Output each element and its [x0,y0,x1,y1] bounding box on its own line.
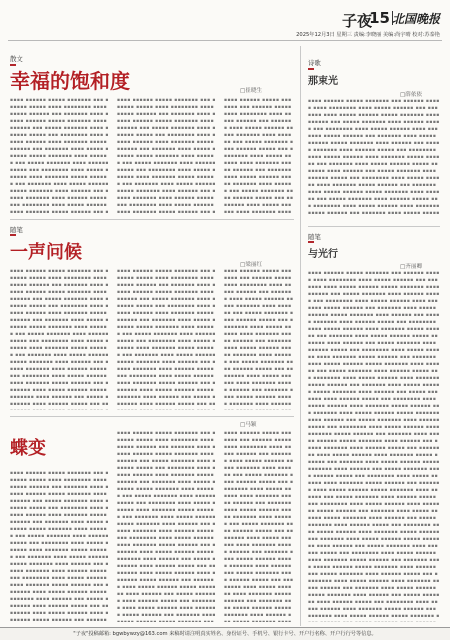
poem-body: ▪▪▪▪ ▪▪▪▪▪▪ ▪▪▪▪▪ ▪▪▪▪▪▪▪ ▪▪▪ ▪▪▪▪▪▪ ▪▪▪▪▪ ▪▪▪▪ ▪▪▪▪▪▪▪▪ ▪▪▪▪ ▪▪▪▪▪ ▪▪▪▪▪▪ ▪▪▪ ▪▪▪▪▪▪▪ ▪▪▪▪ ▪▪▪▪▪ ▪▪▪▪▪▪ ▪▪▪▪▪ ▪▪▪▪▪▪▪ ▪▪▪▪ ▪▪▪▪▪▪ ▪▪▪ ▪▪▪▪▪ ▪▪▪▪▪▪▪ ▪▪▪▪ ▪▪▪▪▪▪ ▪▪▪▪▪ ▪▪▪ ▪▪▪▪▪▪▪▪ ▪▪▪▪ ▪▪▪▪▪ ▪▪▪▪▪▪ ▪▪▪▪ ▪▪▪▪▪▪▪ ▪▪▪▪▪ ▪▪▪▪▪▪ ▪▪▪ ▪▪▪▪▪▪▪ ▪▪▪▪ ▪▪▪▪▪ ▪▪▪▪▪▪ ▪▪▪▪▪ ▪▪▪▪▪▪▪ ▪▪▪▪ ▪▪▪▪▪▪ ▪▪▪ ▪▪▪▪▪ ▪▪▪▪▪▪▪ ▪▪▪▪ ▪▪▪▪▪▪ ▪▪▪▪▪ ▪▪▪ ▪▪▪▪▪▪▪▪ ▪▪▪▪ ▪▪▪▪▪ ▪▪▪▪▪▪ ▪▪▪▪ ▪▪▪▪▪▪▪ ▪▪▪▪▪ ▪▪▪▪▪▪ ▪▪▪ ▪▪▪▪▪▪▪ ▪▪▪▪ ▪▪▪▪▪ ▪▪▪▪▪▪ ▪▪▪▪▪ ▪▪▪▪▪▪▪ ▪▪▪▪ ▪▪▪▪▪▪ ▪▪▪ ▪▪▪▪▪ ▪▪▪▪▪▪▪ ▪▪▪▪ ▪▪▪▪▪▪ ▪▪▪▪▪ ▪▪▪ ▪▪▪▪▪▪▪▪ ▪▪▪▪ ▪▪▪▪▪ ▪▪▪▪▪▪ ▪▪▪▪ ▪▪▪▪▪▪▪ ▪▪▪▪▪ ▪▪▪▪▪▪ ▪▪▪ ▪▪▪▪▪▪▪ ▪▪▪▪ ▪▪▪▪▪ ▪▪▪▪▪▪ ▪▪▪▪▪ ▪▪▪▪▪▪▪ ▪▪▪▪ ▪▪▪▪▪▪ ▪▪▪ ▪▪▪▪▪ ▪▪▪▪▪▪▪ ▪▪▪▪ ▪▪▪▪▪▪ ▪▪▪▪▪ ▪▪▪ ▪▪▪▪▪▪▪▪ ▪▪▪▪ ▪▪▪▪▪ ▪▪▪▪▪▪ ▪▪▪▪ ▪▪▪▪▪▪▪ ▪▪▪▪▪ ▪▪▪▪▪▪ ▪▪▪ ▪▪▪▪▪▪▪ ▪▪▪▪ ▪▪▪▪▪ ▪▪▪▪▪ [308,99,440,216]
paper-logo: 北国晚报 [391,12,440,26]
page-number: 15 [369,9,390,27]
column-label-prose: 散文 [10,55,23,63]
poem-title: 那束光 [308,76,338,87]
essay-title: 一声问候 [10,242,82,263]
column-divider [300,46,301,626]
essay-author: □马颖 [240,422,257,428]
poem-author: □薛依依 [400,92,423,98]
essay-body-col3: ▪▪▪▪ ▪▪▪▪▪▪ ▪▪▪▪▪ ▪▪▪▪▪▪▪ ▪▪▪ ▪▪▪▪▪▪ ▪▪▪▪▪ ▪▪▪▪ ▪▪▪▪▪▪▪▪ ▪▪▪▪ ▪▪▪▪▪ ▪▪▪▪▪▪ ▪▪▪ ▪▪▪▪▪▪▪ ▪▪▪▪ ▪▪▪▪▪ ▪▪▪▪▪▪ ▪▪▪▪▪ ▪▪▪▪▪▪▪ ▪▪▪▪ ▪▪▪▪▪▪ ▪▪▪ ▪▪▪▪▪ ▪▪▪▪▪▪▪ ▪▪▪▪ ▪▪▪▪▪▪ ▪▪▪▪▪ ▪▪▪ ▪▪▪▪▪▪▪▪ ▪▪▪▪ ▪▪▪▪▪ ▪▪▪▪▪▪ ▪▪▪▪ ▪▪▪▪▪▪▪ ▪▪▪▪▪ ▪▪▪▪▪▪ ▪▪▪ ▪▪▪▪▪▪▪ ▪▪▪▪ ▪▪▪▪▪ ▪▪▪▪▪▪ ▪▪▪▪▪ ▪▪▪▪▪▪▪ ▪▪▪▪ ▪▪▪▪▪▪ ▪▪▪ ▪▪▪▪▪ ▪▪▪▪▪▪▪ ▪▪▪▪ ▪▪▪▪▪▪ ▪▪▪▪▪ ▪▪▪ ▪▪▪▪▪▪▪▪ ▪▪▪▪ ▪▪▪▪▪ ▪▪▪▪▪▪ ▪▪▪▪ ▪▪▪▪▪▪▪ ▪▪▪▪ [224,98,294,215]
column-label-notes: 随笔 [308,233,321,241]
essay-author: □梁丽红 [240,262,263,268]
section-marker [10,234,16,236]
masthead-rule [8,40,442,41]
essay-body-col3: ▪▪▪▪ ▪▪▪▪▪▪ ▪▪▪▪▪ ▪▪▪▪▪▪▪ ▪▪▪ ▪▪▪▪▪▪ ▪▪▪▪▪ ▪▪▪▪ ▪▪▪▪▪▪▪▪ ▪▪▪▪ ▪▪▪▪▪ ▪▪▪▪▪▪ ▪▪▪ ▪▪▪▪▪▪▪ ▪▪▪▪ ▪▪▪▪▪ ▪▪▪▪▪▪ ▪▪▪▪▪ ▪▪▪▪▪▪▪ ▪▪▪▪ ▪▪▪▪▪▪ ▪▪▪ ▪▪▪▪▪ ▪▪▪▪▪▪▪ ▪▪▪▪ ▪▪▪▪▪▪ ▪▪▪▪▪ ▪▪▪ ▪▪▪▪▪▪▪▪ ▪▪▪▪ ▪▪▪▪▪ ▪▪▪▪▪▪ ▪▪▪▪ ▪▪▪▪▪▪▪ ▪▪▪▪▪ ▪▪▪▪▪▪ ▪▪▪ ▪▪▪▪▪▪▪ ▪▪▪▪ ▪▪▪▪▪ ▪▪▪▪▪▪ ▪▪▪▪▪ ▪▪▪▪▪▪▪ ▪▪▪▪ ▪▪▪▪▪▪ ▪▪▪ ▪▪▪▪▪ ▪▪▪▪▪▪▪ ▪▪▪▪ ▪▪▪▪▪▪ ▪▪▪▪▪ ▪▪▪ ▪▪▪▪▪▪▪▪ ▪▪▪▪ ▪▪▪▪▪ ▪▪▪▪▪▪ ▪▪▪▪ ▪▪▪▪▪▪▪ ▪▪▪▪▪ ▪▪▪▪▪▪ ▪▪▪ ▪▪▪▪▪▪▪ ▪▪▪▪ ▪▪▪▪▪ ▪▪▪▪▪▪ ▪▪▪▪▪ ▪▪▪▪▪▪▪ ▪▪▪▪ ▪▪▪▪▪▪ ▪▪▪ ▪▪▪▪▪ ▪▪▪▪▪▪▪ ▪▪▪▪ ▪▪▪▪▪▪ ▪▪▪▪▪ ▪▪▪ ▪▪▪▪▪▪▪▪ ▪▪▪▪ ▪▪▪▪▪ ▪▪▪▪▪▪ ▪▪▪▪ ▪▪▪▪▪▪▪ ▪▪▪▪▪ ▪▪▪▪▪▪ ▪▪▪ ▪▪▪▪▪▪▪ ▪▪▪▪ ▪▪▪▪▪ ▪▪▪▪▪▪ ▪▪▪▪▪ ▪▪▪▪▪▪▪ ▪▪▪▪ ▪▪▪▪▪▪ ▪ [224,431,294,618]
essay-title: 蝶变 [10,438,46,459]
dateline: 2025年12月3日 星期三 责编:李晓丽 美编:尚宇晴 校对:苏泰艳 [296,32,440,38]
essay-body-col2: ▪▪▪▪ ▪▪▪▪▪▪ ▪▪▪▪▪ ▪▪▪▪▪▪▪ ▪▪▪ ▪▪▪▪▪▪ ▪▪▪▪▪ ▪▪▪▪ ▪▪▪▪▪▪▪▪ ▪▪▪▪ ▪▪▪▪▪ ▪▪▪▪▪▪ ▪▪▪ ▪▪▪▪▪▪▪ ▪▪▪▪ ▪▪▪▪▪ ▪▪▪▪▪▪ ▪▪▪▪▪ ▪▪▪▪▪▪▪ ▪▪▪▪ ▪▪▪▪▪▪ ▪▪▪ ▪▪▪▪▪ ▪▪▪▪▪▪▪ ▪▪▪▪ ▪▪▪▪▪▪ ▪▪▪▪▪ ▪▪▪ ▪▪▪▪▪▪▪▪ ▪▪▪▪ ▪▪▪▪▪ ▪▪▪▪▪▪ ▪▪▪▪ ▪▪▪▪▪▪▪ ▪▪▪▪▪ ▪▪▪▪▪▪ ▪▪▪ ▪▪▪▪▪▪▪ ▪▪▪▪ ▪▪▪▪▪ ▪▪▪▪▪▪ ▪▪▪▪▪ ▪▪▪▪▪▪▪ ▪▪▪▪ ▪▪▪▪▪▪ ▪▪▪ ▪▪▪▪▪ ▪▪▪▪▪▪▪ ▪▪▪▪ ▪▪▪▪▪▪ ▪▪▪▪▪ ▪▪▪ ▪▪▪▪▪▪▪▪ ▪▪▪▪ ▪▪▪▪▪ ▪▪▪▪▪▪ ▪▪▪▪ ▪▪▪▪▪▪▪ ▪▪▪▪▪ ▪▪▪▪▪▪ ▪▪▪ ▪▪▪▪▪▪▪ ▪▪▪▪ ▪▪▪▪▪ ▪▪▪▪▪▪ ▪▪▪▪▪ ▪▪▪▪▪▪▪ ▪▪▪▪ ▪▪▪▪▪▪ ▪▪▪ ▪▪▪▪▪ ▪▪▪▪▪▪▪ ▪▪▪▪ ▪▪▪▪▪▪ ▪▪▪▪▪ ▪▪▪ ▪▪▪▪▪▪▪▪ ▪▪▪▪ ▪▪▪▪▪ ▪▪▪▪▪▪ ▪▪▪▪ ▪▪▪▪▪▪▪ ▪▪▪▪▪ ▪▪▪▪▪▪ ▪▪▪ ▪▪▪▪▪▪▪ ▪▪▪▪ ▪▪▪▪▪ ▪▪▪▪▪▪ ▪▪▪▪▪ ▪▪▪▪▪▪▪ ▪▪▪▪ ▪▪▪▪▪▪ ▪▪▪ ▪▪▪▪▪ ▪▪▪▪▪▪▪ ▪▪▪▪ ▪▪▪▪▪▪ ▪▪▪▪▪ ▪▪▪ ▪▪ [117,269,216,407]
essay-body-col3: ▪▪▪▪ ▪▪▪▪▪▪ ▪▪▪▪▪ ▪▪▪▪▪▪▪ ▪▪▪ ▪▪▪▪▪▪ ▪▪▪▪▪ ▪▪▪▪ ▪▪▪▪▪▪▪▪ ▪▪▪▪ ▪▪▪▪▪ ▪▪▪▪▪▪ ▪▪▪ ▪▪▪▪▪▪▪ ▪▪▪▪ ▪▪▪▪▪ ▪▪▪▪▪▪ ▪▪▪▪▪ ▪▪▪▪▪▪▪ ▪▪▪▪ ▪▪▪▪▪▪ ▪▪▪ ▪▪▪▪▪ ▪▪▪▪▪▪▪ ▪▪▪▪ ▪▪▪▪▪▪ ▪▪▪▪▪ ▪▪▪ ▪▪▪▪▪▪▪▪ ▪▪▪▪ ▪▪▪▪▪ ▪▪▪▪▪▪ ▪▪▪▪ ▪▪▪▪▪▪▪ ▪▪▪▪▪ ▪▪▪▪▪▪ ▪▪▪ ▪▪▪▪▪▪▪ ▪▪▪▪ ▪▪▪▪▪ ▪▪▪▪▪▪ ▪▪▪▪▪ ▪▪▪▪▪▪▪ ▪▪▪▪ ▪▪▪▪▪▪ ▪▪▪ ▪▪▪▪▪ ▪▪▪▪▪▪▪ ▪▪▪▪ ▪▪▪▪▪▪ ▪▪▪▪▪ ▪▪▪ ▪▪▪▪▪▪▪▪ ▪▪▪▪ ▪▪▪▪▪ ▪▪▪▪▪▪ ▪▪▪▪ ▪▪▪▪▪▪▪ ▪▪▪▪▪ ▪▪▪▪▪▪ ▪▪▪ ▪▪▪▪▪▪▪ ▪▪▪▪ ▪▪▪▪▪ ▪▪▪▪▪▪ ▪▪▪▪▪ ▪▪▪▪▪▪▪ ▪▪▪▪ ▪▪▪▪▪▪ [224,269,294,407]
essay-body-col2: ▪▪▪▪ ▪▪▪▪▪▪ ▪▪▪▪▪ ▪▪▪▪▪▪▪ ▪▪▪ ▪▪▪▪▪▪ ▪▪▪▪▪ ▪▪▪▪ ▪▪▪▪▪▪▪▪ ▪▪▪▪ ▪▪▪▪▪ ▪▪▪▪▪▪ ▪▪▪ ▪▪▪▪▪▪▪ ▪▪▪▪ ▪▪▪▪▪ ▪▪▪▪▪▪ ▪▪▪▪▪ ▪▪▪▪▪▪▪ ▪▪▪▪ ▪▪▪▪▪▪ ▪▪▪ ▪▪▪▪▪ ▪▪▪▪▪▪▪ ▪▪▪▪ ▪▪▪▪▪▪ ▪▪▪▪▪ ▪▪▪ ▪▪▪▪▪▪▪▪ ▪▪▪▪ ▪▪▪▪▪ ▪▪▪▪▪▪ ▪▪▪▪ ▪▪▪▪▪▪▪ ▪▪▪▪▪ ▪▪▪▪▪▪ ▪▪▪ ▪▪▪▪▪▪▪ ▪▪▪▪ ▪▪▪▪▪ ▪▪▪▪▪▪ ▪▪▪▪▪ ▪▪▪▪▪▪▪ ▪▪▪▪ ▪▪▪▪▪▪ ▪▪▪ ▪▪▪▪▪ ▪▪▪▪▪▪▪ ▪▪▪▪ ▪▪▪▪▪▪ ▪▪▪▪▪ ▪▪▪ ▪▪▪▪▪▪▪▪ ▪▪▪▪ ▪▪▪▪▪ ▪▪▪▪▪▪ ▪▪▪▪ ▪▪▪▪▪▪▪ ▪▪▪▪▪ ▪▪▪▪▪▪ ▪▪▪ ▪▪▪▪▪▪▪ ▪▪▪▪ ▪▪▪▪▪ ▪▪▪▪▪▪ ▪▪▪▪▪ ▪▪▪▪▪▪▪ ▪▪▪▪ ▪▪▪▪▪▪ ▪▪▪ ▪▪▪▪▪ ▪▪▪▪▪▪▪ ▪▪▪▪ ▪▪▪▪▪▪ ▪▪▪▪▪ ▪▪▪ ▪▪▪▪▪▪▪▪ ▪▪▪▪ ▪▪▪▪▪ ▪▪▪▪▪▪ ▪▪▪▪ ▪▪▪▪▪▪▪ ▪▪▪▪▪ ▪▪▪▪▪▪ ▪▪▪ ▪ [117,98,216,215]
section-divider [10,219,294,220]
essay-body-col1: ▪▪▪▪ ▪▪▪▪▪▪ ▪▪▪▪▪ ▪▪▪▪▪▪▪ ▪▪▪ ▪▪▪▪▪▪ ▪▪▪▪▪ ▪▪▪▪ ▪▪▪▪▪▪▪▪ ▪▪▪▪ ▪▪▪▪▪ ▪▪▪▪▪▪ ▪▪▪ ▪▪▪▪▪▪▪ ▪▪▪▪ ▪▪▪▪▪ ▪▪▪▪▪▪ ▪▪▪▪▪ ▪▪▪▪▪▪▪ ▪▪▪▪ ▪▪▪▪▪▪ ▪▪▪ ▪▪▪▪▪ ▪▪▪▪▪▪▪ ▪▪▪▪ ▪▪▪▪▪▪ ▪▪▪▪▪ ▪▪▪ ▪▪▪▪▪▪▪▪ ▪▪▪▪ ▪▪▪▪▪ ▪▪▪▪▪▪ ▪▪▪▪ ▪▪▪▪▪▪▪ ▪▪▪▪▪ ▪▪▪▪▪▪ ▪▪▪ ▪▪▪▪▪▪▪ ▪▪▪▪ ▪▪▪▪▪ ▪▪▪▪▪▪ ▪▪▪▪▪ ▪▪▪▪▪▪▪ ▪▪▪▪ ▪▪▪▪▪▪ ▪▪▪ ▪▪▪▪▪ ▪▪▪▪▪▪▪ ▪▪▪▪ ▪▪▪▪▪▪ ▪▪▪▪▪ ▪▪▪ ▪▪▪▪▪▪▪▪ ▪▪▪▪ ▪▪▪▪▪ ▪▪▪▪▪▪ ▪▪▪▪ ▪▪▪▪▪▪▪ ▪▪▪▪▪ ▪▪▪▪▪▪ ▪▪▪ ▪▪▪▪▪▪▪ ▪▪▪▪ ▪▪▪▪▪ ▪▪▪▪▪▪ ▪▪▪▪▪ ▪▪▪▪▪▪▪ ▪▪▪▪ ▪▪▪▪▪▪ ▪▪▪ ▪▪▪▪▪ ▪▪▪▪▪▪▪ ▪▪▪▪ ▪▪▪▪▪▪ ▪▪▪▪▪ ▪▪▪ ▪▪▪▪▪▪▪▪ ▪▪▪▪ ▪▪▪▪▪ ▪▪▪▪▪▪ ▪▪▪▪ ▪▪▪▪▪▪▪ ▪▪▪▪▪ ▪▪▪▪▪▪ ▪▪▪ ▪▪▪▪▪▪▪ ▪▪▪▪ ▪▪▪▪▪ ▪▪▪▪▪▪ ▪▪▪▪▪ ▪▪▪▪▪▪▪ ▪▪▪▪ ▪▪▪▪▪▪ ▪▪▪ ▪▪▪▪▪ ▪▪▪▪▪▪▪ ▪▪▪▪ ▪▪▪▪▪▪ ▪▪▪▪▪ ▪▪▪ ▪▪▪▪▪▪▪▪ ▪▪▪▪ ▪▪▪▪▪ ▪▪▪▪▪▪ ▪▪▪▪ ▪▪▪▪▪▪▪ ▪▪▪▪▪ ▪▪▪▪▪▪ ▪▪▪ ▪▪▪▪▪▪ [10,471,109,622]
essay-body-col1: ▪▪▪▪ ▪▪▪▪▪▪ ▪▪▪▪▪ ▪▪▪▪▪▪▪ ▪▪▪ ▪▪▪▪▪▪ ▪▪▪▪▪ ▪▪▪▪ ▪▪▪▪▪▪▪▪ ▪▪▪▪ ▪▪▪▪▪ ▪▪▪▪▪▪ ▪▪▪ ▪▪▪▪▪▪▪ ▪▪▪▪ ▪▪▪▪▪ ▪▪▪▪▪▪ ▪▪▪▪▪ ▪▪▪▪▪▪▪ ▪▪▪▪ ▪▪▪▪▪▪ ▪▪▪ ▪▪▪▪▪ ▪▪▪▪▪▪▪ ▪▪▪▪ ▪▪▪▪▪▪ ▪▪▪▪▪ ▪▪▪ ▪▪▪▪▪▪▪▪ ▪▪▪▪ ▪▪▪▪▪ ▪▪▪▪▪▪ ▪▪▪▪ ▪▪▪▪▪▪▪ ▪▪▪▪▪ ▪▪▪▪▪▪ ▪▪▪ ▪▪▪▪▪▪▪ ▪▪▪▪ ▪▪▪▪▪ ▪▪▪▪▪▪ ▪▪▪▪▪ ▪▪▪▪▪▪▪ ▪▪▪▪ ▪▪▪▪▪▪ ▪▪▪ ▪▪▪▪▪ ▪▪▪▪▪▪▪ ▪▪▪▪ ▪▪▪▪▪▪ ▪▪▪▪▪ ▪▪▪ ▪▪▪▪▪▪▪▪ ▪▪▪▪ ▪▪▪▪▪ ▪▪▪▪▪▪ ▪▪▪▪ ▪▪▪▪▪▪▪ ▪▪▪▪▪ ▪▪▪▪▪▪ ▪▪▪ ▪▪▪▪▪▪▪ ▪▪▪▪ ▪▪▪▪▪ ▪▪▪▪▪▪ ▪▪▪▪▪ ▪▪▪▪▪▪▪ ▪▪▪▪ ▪▪▪▪▪▪ ▪▪▪ ▪▪▪▪▪ ▪▪▪▪▪▪▪ ▪▪▪▪ ▪▪▪▪▪▪ ▪▪▪▪▪ ▪▪▪ ▪▪▪▪▪▪▪▪ ▪▪▪▪ ▪▪▪▪▪ ▪▪▪▪▪▪ ▪▪▪▪ ▪▪▪▪▪▪▪ ▪▪▪▪▪ ▪▪▪▪▪▪ ▪▪▪ ▪ [10,98,109,215]
essay-body-col2: ▪▪▪▪ ▪▪▪▪▪▪ ▪▪▪▪▪ ▪▪▪▪▪▪▪ ▪▪▪ ▪▪▪▪▪▪ ▪▪▪▪▪ ▪▪▪▪ ▪▪▪▪▪▪▪▪ ▪▪▪▪ ▪▪▪▪▪ ▪▪▪▪▪▪ ▪▪▪ ▪▪▪▪▪▪▪ ▪▪▪▪ ▪▪▪▪▪ ▪▪▪▪▪▪ ▪▪▪▪▪ ▪▪▪▪▪▪▪ ▪▪▪▪ ▪▪▪▪▪▪ ▪▪▪ ▪▪▪▪▪ ▪▪▪▪▪▪▪ ▪▪▪▪ ▪▪▪▪▪▪ ▪▪▪▪▪ ▪▪▪ ▪▪▪▪▪▪▪▪ ▪▪▪▪ ▪▪▪▪▪ ▪▪▪▪▪▪ ▪▪▪▪ ▪▪▪▪▪▪▪ ▪▪▪▪▪ ▪▪▪▪▪▪ ▪▪▪ ▪▪▪▪▪▪▪ ▪▪▪▪ ▪▪▪▪▪ ▪▪▪▪▪▪ ▪▪▪▪▪ ▪▪▪▪▪▪▪ ▪▪▪▪ ▪▪▪▪▪▪ ▪▪▪ ▪▪▪▪▪ ▪▪▪▪▪▪▪ ▪▪▪▪ ▪▪▪▪▪▪ ▪▪▪▪▪ ▪▪▪ ▪▪▪▪▪▪▪▪ ▪▪▪▪ ▪▪▪▪▪ ▪▪▪▪▪▪ ▪▪▪▪ ▪▪▪▪▪▪▪ ▪▪▪▪▪ ▪▪▪▪▪▪ ▪▪▪ ▪▪▪▪▪▪▪ ▪▪▪▪ ▪▪▪▪▪ ▪▪▪▪▪▪ ▪▪▪▪▪ ▪▪▪▪▪▪▪ ▪▪▪▪ ▪▪▪▪▪▪ ▪▪▪ ▪▪▪▪▪ ▪▪▪▪▪▪▪ ▪▪▪▪ ▪▪▪▪▪▪ ▪▪▪▪▪ ▪▪▪ ▪▪▪▪▪▪▪▪ ▪▪▪▪ ▪▪▪▪▪ ▪▪▪▪▪▪ ▪▪▪▪ ▪▪▪▪▪▪▪ ▪▪▪▪▪ ▪▪▪▪▪▪ ▪▪▪ ▪▪▪▪▪▪▪ ▪▪▪▪ ▪▪▪▪▪ ▪▪▪▪▪▪ ▪▪▪▪▪ ▪▪▪▪▪▪▪ ▪▪▪▪ ▪▪▪▪▪▪ ▪▪▪ ▪▪▪▪▪ ▪▪▪▪▪▪▪ ▪▪▪▪ ▪▪▪▪▪▪ ▪▪▪▪▪ ▪▪▪ ▪▪▪▪▪▪▪▪ ▪▪▪▪ ▪▪▪▪▪ ▪▪▪▪▪▪ ▪▪▪▪ ▪▪▪▪▪▪▪ ▪▪▪▪▪ ▪▪▪▪▪▪ ▪▪▪ ▪▪▪▪▪▪▪ ▪▪▪▪ ▪▪▪▪▪ ▪▪▪▪▪▪ ▪▪▪▪▪ ▪▪▪▪▪▪▪ ▪▪▪▪ ▪▪▪▪▪▪ ▪▪▪ ▪▪▪▪▪ ▪▪▪▪▪▪▪ ▪▪▪▪ ▪▪▪▪▪▪ ▪▪▪▪▪ ▪▪▪ ▪▪▪▪▪▪▪▪ ▪▪▪▪ ▪▪▪▪▪ ▪▪▪▪▪▪ ▪▪▪▪ ▪▪▪▪▪▪▪ ▪▪▪▪▪ ▪▪▪▪▪▪ ▪▪▪ ▪▪▪▪▪▪▪ ▪▪▪▪ [117,431,216,618]
essay-body-col1: ▪▪▪▪ ▪▪▪▪▪▪ ▪▪▪▪▪ ▪▪▪▪▪▪▪ ▪▪▪ ▪▪▪▪▪▪ ▪▪▪▪▪ ▪▪▪▪ ▪▪▪▪▪▪▪▪ ▪▪▪▪ ▪▪▪▪▪ ▪▪▪▪▪▪ ▪▪▪ ▪▪▪▪▪▪▪ ▪▪▪▪ ▪▪▪▪▪ ▪▪▪▪▪▪ ▪▪▪▪▪ ▪▪▪▪▪▪▪ ▪▪▪▪ ▪▪▪▪▪▪ ▪▪▪ ▪▪▪▪▪ ▪▪▪▪▪▪▪ ▪▪▪▪ ▪▪▪▪▪▪ ▪▪▪▪▪ ▪▪▪ ▪▪▪▪▪▪▪▪ ▪▪▪▪ ▪▪▪▪▪ ▪▪▪▪▪▪ ▪▪▪▪ ▪▪▪▪▪▪▪ ▪▪▪▪▪ ▪▪▪▪▪▪ ▪▪▪ ▪▪▪▪▪▪▪ ▪▪▪▪ ▪▪▪▪▪ ▪▪▪▪▪▪ ▪▪▪▪▪ ▪▪▪▪▪▪▪ ▪▪▪▪ ▪▪▪▪▪▪ ▪▪▪ ▪▪▪▪▪ ▪▪▪▪▪▪▪ ▪▪▪▪ ▪▪▪▪▪▪ ▪▪▪▪▪ ▪▪▪ ▪▪▪▪▪▪▪▪ ▪▪▪▪ ▪▪▪▪▪ ▪▪▪▪▪▪ ▪▪▪▪ ▪▪▪▪▪▪▪ ▪▪▪▪▪ ▪▪▪▪▪▪ ▪▪▪ ▪▪▪▪▪▪▪ ▪▪▪▪ ▪▪▪▪▪ ▪▪▪▪▪▪ ▪▪▪▪▪ ▪▪▪▪▪▪▪ ▪▪▪▪ ▪▪▪▪▪▪ ▪▪▪ ▪▪▪▪▪ ▪▪▪▪▪▪▪ ▪▪▪▪ ▪▪▪▪▪▪ ▪▪▪▪▪ ▪▪▪ ▪▪▪▪▪▪▪▪ ▪▪▪▪ ▪▪▪▪▪ ▪▪▪▪▪▪ ▪▪▪▪ ▪▪▪▪▪▪▪ ▪▪▪▪▪ ▪▪▪▪▪▪ ▪▪▪ ▪▪▪▪▪▪▪ ▪▪▪▪ ▪▪▪▪▪ ▪▪▪▪▪▪ ▪▪▪▪▪ ▪▪▪▪▪▪▪ ▪▪▪▪ ▪▪▪▪▪▪ ▪▪▪ ▪▪▪▪▪ ▪▪▪▪▪▪▪ ▪▪▪▪ ▪▪▪▪▪▪ ▪▪▪▪▪ ▪▪▪ ▪▪ [10,269,109,407]
section-divider [10,416,294,417]
essay-body: ▪▪▪▪ ▪▪▪▪▪▪ ▪▪▪▪▪ ▪▪▪▪▪▪▪ ▪▪▪ ▪▪▪▪▪▪ ▪▪▪▪▪ ▪▪▪▪ ▪▪▪▪▪▪▪▪ ▪▪▪▪ ▪▪▪▪▪ ▪▪▪▪▪▪ ▪▪▪ ▪▪▪▪▪▪▪ ▪▪▪▪ ▪▪▪▪▪ ▪▪▪▪▪▪ ▪▪▪▪▪ ▪▪▪▪▪▪▪ ▪▪▪▪ ▪▪▪▪▪▪ ▪▪▪ ▪▪▪▪▪ ▪▪▪▪▪▪▪ ▪▪▪▪ ▪▪▪▪▪▪ ▪▪▪▪▪ ▪▪▪ ▪▪▪▪▪▪▪▪ ▪▪▪▪ ▪▪▪▪▪ ▪▪▪▪▪▪ ▪▪▪▪ ▪▪▪▪▪▪▪ ▪▪▪▪▪ ▪▪▪▪▪▪ ▪▪▪ ▪▪▪▪▪▪▪ ▪▪▪▪ ▪▪▪▪▪ ▪▪▪▪▪▪ ▪▪▪▪▪ ▪▪▪▪▪▪▪ ▪▪▪▪ ▪▪▪▪▪▪ ▪▪▪ ▪▪▪▪▪ ▪▪▪▪▪▪▪ ▪▪▪▪ ▪▪▪▪▪▪ ▪▪▪▪▪ ▪▪▪ ▪▪▪▪▪▪▪▪ ▪▪▪▪ ▪▪▪▪▪ ▪▪▪▪▪▪ ▪▪▪▪ ▪▪▪▪▪▪▪ ▪▪▪▪▪ ▪▪▪▪▪▪ ▪▪▪ ▪▪▪▪▪▪▪ ▪▪▪▪ ▪▪▪▪▪ ▪▪▪▪▪▪ ▪▪▪▪▪ ▪▪▪▪▪▪▪ ▪▪▪▪ ▪▪▪▪▪▪ ▪▪▪ ▪▪▪▪▪ ▪▪▪▪▪▪▪ ▪▪▪▪ ▪▪▪▪▪▪ ▪▪▪▪▪ ▪▪▪ ▪▪▪▪▪▪▪▪ ▪▪▪▪ ▪▪▪▪▪ ▪▪▪▪▪▪ ▪▪▪▪ ▪▪▪▪▪▪▪ ▪▪▪▪▪ ▪▪▪▪▪▪ ▪▪▪ ▪▪▪▪▪▪▪ ▪▪▪▪ ▪▪▪▪▪ ▪▪▪▪▪▪ ▪▪▪▪▪ ▪▪▪▪▪▪▪ ▪▪▪▪ ▪▪▪▪▪▪ ▪▪▪ ▪▪▪▪▪ ▪▪▪▪▪▪▪ ▪▪▪▪ ▪▪▪▪▪▪ ▪▪▪▪▪ ▪▪▪ ▪▪▪▪▪▪▪▪ ▪▪▪▪ ▪▪▪▪▪ ▪▪▪▪▪▪ ▪▪▪▪ ▪▪▪▪▪▪▪ ▪▪▪▪▪ ▪▪▪▪▪▪ ▪▪▪ ▪▪▪▪▪▪▪ ▪▪▪▪ ▪▪▪▪▪ ▪▪▪▪▪▪ ▪▪▪▪▪ ▪▪▪▪▪▪▪ ▪▪▪▪ ▪▪▪▪▪▪ ▪▪▪ ▪▪▪▪▪ ▪▪▪▪▪▪▪ ▪▪▪▪ ▪▪▪▪▪▪ ▪▪▪▪▪ ▪▪▪ ▪▪▪▪▪▪▪▪ ▪▪▪▪ ▪▪▪▪▪ ▪▪▪▪▪▪ ▪▪▪▪ ▪▪▪▪▪▪▪ ▪▪▪▪▪ ▪▪▪▪▪▪ ▪▪▪ ▪▪▪▪▪▪▪ ▪▪▪▪ ▪▪▪▪▪ ▪▪▪▪▪▪ ▪▪▪▪▪ ▪▪▪▪▪▪▪ ▪▪▪▪ ▪▪▪▪▪▪ ▪▪▪ ▪▪▪▪▪ ▪▪▪▪▪▪▪ ▪▪▪▪ ▪▪▪▪▪▪ ▪▪▪▪▪ ▪▪▪ ▪▪▪▪▪▪▪▪ ▪▪▪▪ ▪▪▪▪▪ ▪▪▪▪▪▪ ▪▪▪▪ ▪▪▪▪▪▪▪ ▪▪▪▪▪ ▪▪▪▪▪▪ ▪▪▪ ▪▪▪▪▪▪▪ ▪▪▪▪ ▪▪▪▪▪ ▪▪▪▪▪▪ ▪▪▪▪▪ ▪▪▪▪▪▪▪ ▪▪▪▪ ▪▪▪▪▪▪ ▪▪▪ ▪▪▪▪▪ ▪▪▪▪▪▪▪ ▪▪▪▪ ▪▪▪▪▪▪ ▪▪▪▪▪ ▪▪▪ ▪▪▪▪▪▪▪▪ ▪▪▪▪ ▪▪▪▪▪ ▪▪▪▪▪▪ ▪▪▪▪ ▪▪▪▪▪▪▪ ▪▪▪▪▪ ▪▪▪▪▪▪ ▪▪▪ ▪▪▪▪▪▪▪ ▪▪▪▪ ▪▪▪▪▪ ▪▪▪▪▪▪ ▪▪▪▪▪ ▪▪▪▪▪▪▪ ▪▪▪▪ ▪▪▪▪▪▪ ▪▪▪ ▪▪▪▪▪ ▪▪▪▪▪▪▪ ▪▪▪▪ ▪▪▪▪▪▪ ▪▪▪▪▪ ▪▪▪ ▪▪▪▪▪▪▪▪ ▪▪▪▪ ▪▪▪▪▪ ▪▪▪▪▪▪ ▪▪▪▪ ▪▪▪▪▪▪▪ ▪▪▪▪▪ ▪▪▪▪▪▪ ▪▪▪ ▪▪▪▪▪▪▪ ▪▪▪▪ ▪▪▪▪▪ ▪▪▪▪▪▪ ▪▪▪▪▪ ▪▪▪▪▪▪▪ ▪▪▪▪ ▪▪▪▪▪▪ ▪▪▪ ▪▪▪▪▪ ▪▪▪▪▪▪▪ ▪▪▪▪ ▪▪▪▪▪▪ ▪▪▪▪▪ ▪▪▪ ▪▪▪▪▪▪▪▪ ▪▪▪▪ ▪▪▪▪▪ ▪▪▪▪▪▪ ▪▪▪▪ ▪▪▪▪▪▪▪ ▪▪▪▪▪ ▪▪▪▪▪▪ ▪▪▪ ▪▪▪▪▪▪▪ ▪▪▪▪ ▪▪▪▪▪ ▪▪▪▪▪▪ ▪▪▪▪▪ ▪▪▪▪▪▪▪ ▪▪▪▪ ▪▪▪▪▪▪ ▪▪▪ ▪▪▪▪▪ ▪▪▪▪▪▪▪ ▪▪▪▪ ▪▪▪▪▪▪ ▪▪▪▪▪ ▪▪▪ ▪▪▪▪▪▪▪▪ ▪▪▪▪ ▪▪▪▪▪ ▪▪▪▪▪▪ ▪▪▪▪ ▪▪▪▪▪▪▪ ▪▪▪▪▪ ▪▪▪▪▪▪ ▪▪▪ ▪▪▪▪▪▪▪ ▪▪▪▪ ▪▪▪▪▪ ▪▪▪▪▪▪ ▪▪▪▪▪ ▪▪▪▪▪▪▪ ▪▪▪▪ ▪▪▪▪▪▪ ▪▪▪ ▪▪▪▪▪ ▪▪▪▪▪▪▪ ▪▪▪▪ ▪▪▪▪▪▪ ▪▪▪▪▪ ▪▪▪ ▪▪▪▪▪▪▪▪ ▪▪▪▪ ▪▪▪▪▪ ▪▪▪▪▪▪ ▪▪▪▪ ▪▪▪▪▪▪▪ ▪▪▪▪▪ ▪▪▪▪▪▪ ▪▪▪ ▪▪▪▪▪▪▪ ▪▪▪▪ ▪▪▪▪▪ ▪▪▪▪▪▪ ▪▪▪▪▪ ▪▪▪▪▪▪▪ ▪▪▪▪ ▪▪▪▪▪▪ ▪▪▪ ▪▪▪▪▪ ▪▪▪▪▪▪▪ ▪▪▪▪ ▪▪▪▪▪▪ ▪▪▪▪▪ ▪▪▪ ▪▪▪▪▪▪▪▪ ▪▪▪▪ ▪▪▪▪▪ ▪▪▪▪▪▪ ▪▪▪▪ ▪▪▪▪▪▪▪ ▪▪▪▪▪ ▪▪▪▪▪▪ ▪▪▪ ▪▪▪▪▪▪▪ ▪▪▪▪ ▪▪▪▪▪ ▪▪▪▪▪▪ ▪▪▪▪▪ ▪▪▪▪▪▪▪ ▪▪▪▪ ▪▪▪▪▪▪ ▪▪▪ ▪▪▪▪▪ ▪▪▪▪▪▪▪ ▪▪▪▪ ▪▪▪▪▪▪ ▪▪▪▪▪ ▪▪▪ ▪▪▪▪▪▪▪▪ ▪▪▪▪ ▪▪▪▪▪ ▪▪▪▪▪▪ ▪▪▪▪ ▪▪▪▪▪▪▪ ▪▪▪▪▪ ▪▪▪▪▪▪ ▪▪▪ ▪▪▪▪▪▪▪ ▪▪▪▪ ▪▪▪▪▪ ▪▪▪▪▪▪ ▪▪▪▪▪ ▪▪▪▪▪▪▪ ▪ [308,271,440,619]
section-marker [308,241,314,243]
section-name: 子夜 [341,12,372,30]
essay-author: □崔晓生 [240,88,263,94]
essay-title: 幸福的饱和度 [10,69,130,93]
essay-author: □齐丽卿 [400,264,423,270]
column-label-poetry: 诗歌 [308,59,321,67]
essay-title: 与光行 [308,249,338,260]
section-marker [308,68,314,70]
column-label-notes: 随笔 [10,226,23,234]
section-divider [308,226,440,227]
submission-footer: "子夜"投稿邮箱: bgwbywzy@163.com 来稿时请注明真实姓名、身份证号、手机号、银行卡号、开户行名称、开户行行号等信息。 [0,627,450,640]
